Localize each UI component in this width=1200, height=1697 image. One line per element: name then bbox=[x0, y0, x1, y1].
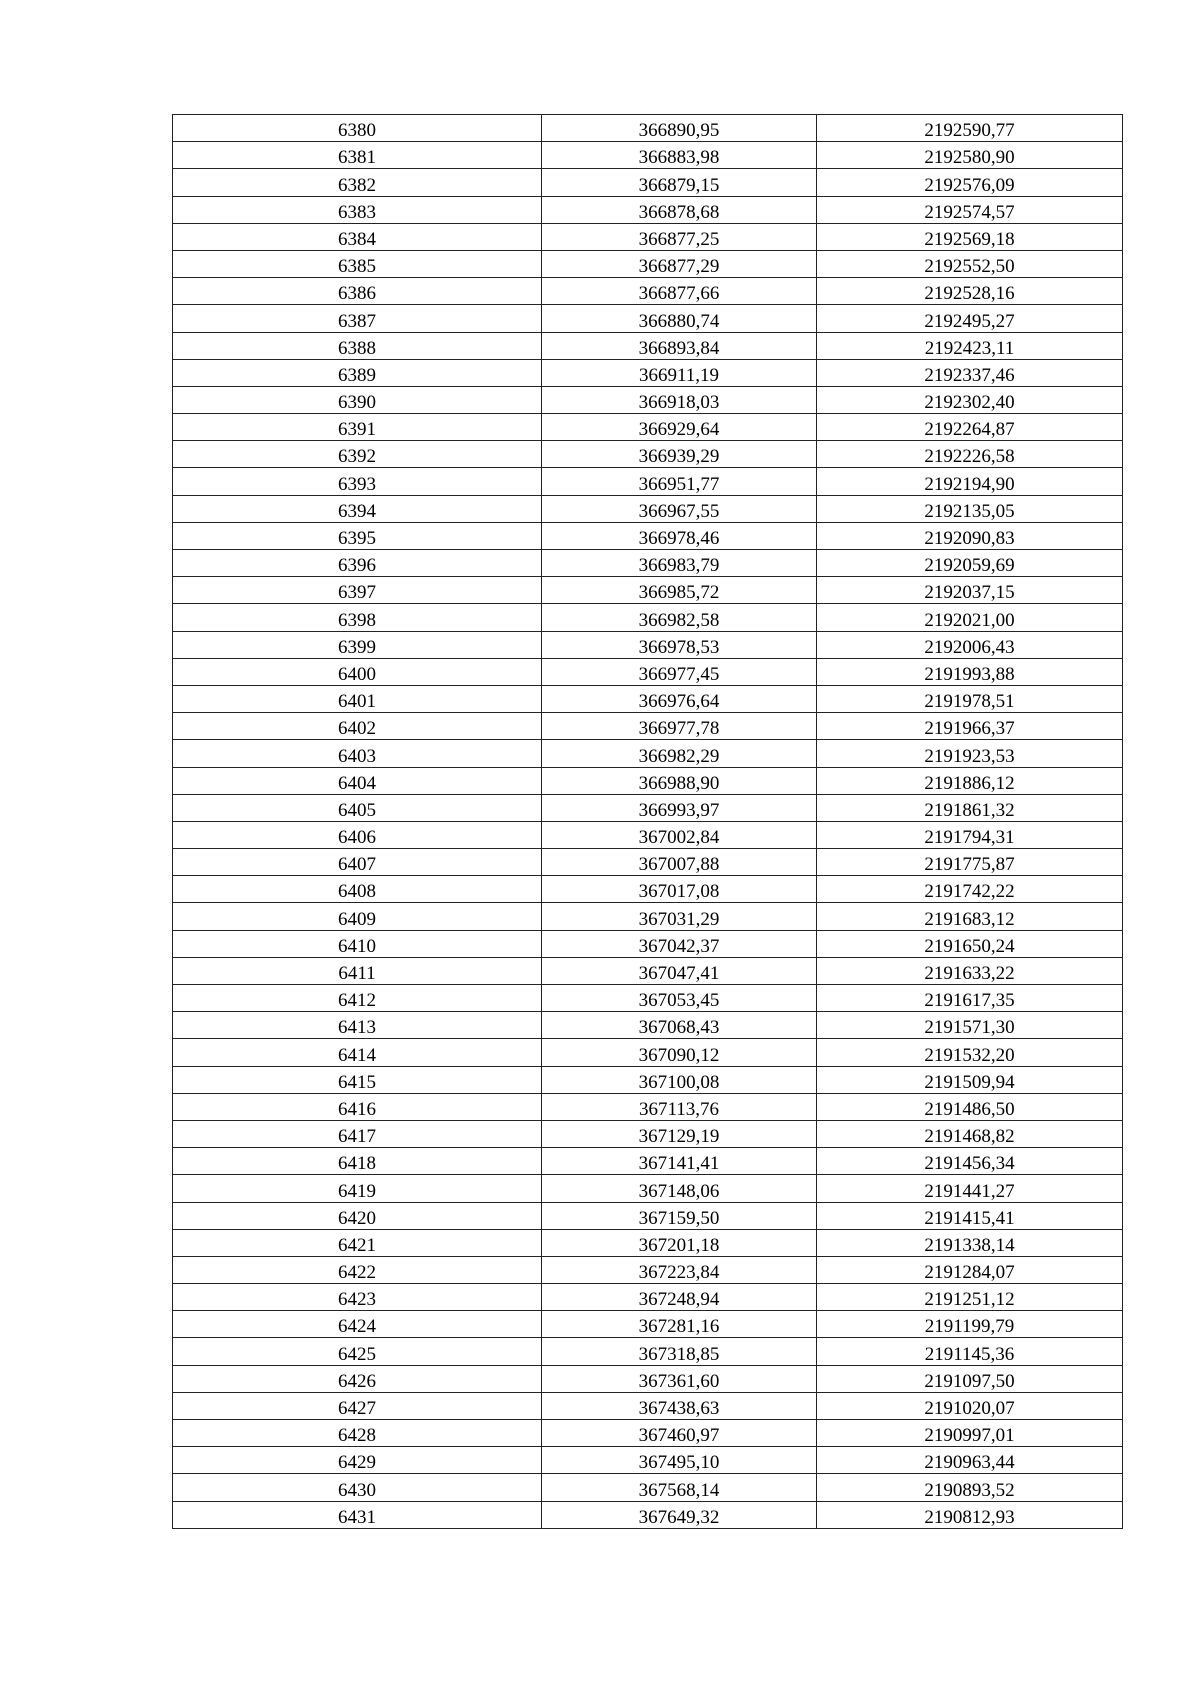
table-row bbox=[173, 876, 1123, 903]
y-coordinate-cell: 2191097,50 bbox=[817, 1365, 1123, 1392]
y-coordinate-cell: 2191861,32 bbox=[817, 794, 1123, 821]
x-coordinate-cell: 366883,98 bbox=[542, 142, 817, 169]
x-coordinate-cell: 366982,58 bbox=[542, 604, 817, 631]
point-number-cell: 6400 bbox=[173, 658, 542, 685]
point-number-cell: 6381 bbox=[173, 142, 542, 169]
table-row bbox=[173, 1420, 1123, 1447]
x-coordinate-cell: 367141,41 bbox=[542, 1148, 817, 1175]
point-number-cell: 6416 bbox=[173, 1093, 542, 1120]
table-row bbox=[173, 1148, 1123, 1175]
x-coordinate-cell: 367460,97 bbox=[542, 1420, 817, 1447]
y-coordinate-cell: 2190812,93 bbox=[817, 1501, 1123, 1528]
x-coordinate-cell: 367017,08 bbox=[542, 876, 817, 903]
y-coordinate-cell: 2191923,53 bbox=[817, 740, 1123, 767]
point-number-cell: 6388 bbox=[173, 332, 542, 359]
point-number-cell: 6383 bbox=[173, 196, 542, 223]
point-number-cell: 6385 bbox=[173, 250, 542, 277]
y-coordinate-cell: 2192194,90 bbox=[817, 468, 1123, 495]
y-coordinate-cell: 2192090,83 bbox=[817, 522, 1123, 549]
x-coordinate-cell: 367281,16 bbox=[542, 1311, 817, 1338]
table-row bbox=[173, 359, 1123, 386]
y-coordinate-cell: 2191617,35 bbox=[817, 985, 1123, 1012]
table-row bbox=[173, 1175, 1123, 1202]
point-number-cell: 6409 bbox=[173, 903, 542, 930]
point-number-cell: 6389 bbox=[173, 359, 542, 386]
table-row bbox=[173, 250, 1123, 277]
coordinates-table-body bbox=[173, 115, 1123, 1529]
x-coordinate-cell: 366982,29 bbox=[542, 740, 817, 767]
table-row bbox=[173, 386, 1123, 413]
y-coordinate-cell: 2191966,37 bbox=[817, 713, 1123, 740]
x-coordinate-cell: 366993,97 bbox=[542, 794, 817, 821]
x-coordinate-cell: 367047,41 bbox=[542, 957, 817, 984]
y-coordinate-cell: 2190997,01 bbox=[817, 1420, 1123, 1447]
x-coordinate-cell: 366978,53 bbox=[542, 631, 817, 658]
table-row bbox=[173, 685, 1123, 712]
point-number-cell: 6384 bbox=[173, 223, 542, 250]
y-coordinate-cell: 2190893,52 bbox=[817, 1474, 1123, 1501]
point-number-cell: 6417 bbox=[173, 1120, 542, 1147]
table-row bbox=[173, 767, 1123, 794]
coordinates-table bbox=[172, 114, 1123, 1529]
y-coordinate-cell: 2191509,94 bbox=[817, 1066, 1123, 1093]
y-coordinate-cell: 2192423,11 bbox=[817, 332, 1123, 359]
x-coordinate-cell: 367148,06 bbox=[542, 1175, 817, 1202]
point-number-cell: 6411 bbox=[173, 957, 542, 984]
x-coordinate-cell: 366911,19 bbox=[542, 359, 817, 386]
point-number-cell: 6382 bbox=[173, 169, 542, 196]
point-number-cell: 6401 bbox=[173, 685, 542, 712]
point-number-cell: 6393 bbox=[173, 468, 542, 495]
y-coordinate-cell: 2191633,22 bbox=[817, 957, 1123, 984]
table-row bbox=[173, 604, 1123, 631]
table-row bbox=[173, 740, 1123, 767]
table-row bbox=[173, 985, 1123, 1012]
table-row bbox=[173, 1229, 1123, 1256]
point-number-cell: 6424 bbox=[173, 1311, 542, 1338]
table-row bbox=[173, 1039, 1123, 1066]
table-row bbox=[173, 1338, 1123, 1365]
x-coordinate-cell: 367113,76 bbox=[542, 1093, 817, 1120]
point-number-cell: 6431 bbox=[173, 1501, 542, 1528]
table-row bbox=[173, 1202, 1123, 1229]
y-coordinate-cell: 2191284,07 bbox=[817, 1256, 1123, 1283]
table-row bbox=[173, 631, 1123, 658]
table-row bbox=[173, 468, 1123, 495]
point-number-cell: 6408 bbox=[173, 876, 542, 903]
y-coordinate-cell: 2192576,09 bbox=[817, 169, 1123, 196]
x-coordinate-cell: 366977,45 bbox=[542, 658, 817, 685]
point-number-cell: 6429 bbox=[173, 1447, 542, 1474]
x-coordinate-cell: 366983,79 bbox=[542, 550, 817, 577]
point-number-cell: 6423 bbox=[173, 1284, 542, 1311]
x-coordinate-cell: 366877,25 bbox=[542, 223, 817, 250]
table-row bbox=[173, 278, 1123, 305]
point-number-cell: 6392 bbox=[173, 441, 542, 468]
y-coordinate-cell: 2191486,50 bbox=[817, 1093, 1123, 1120]
point-number-cell: 6410 bbox=[173, 930, 542, 957]
x-coordinate-cell: 367068,43 bbox=[542, 1012, 817, 1039]
x-coordinate-cell: 366877,29 bbox=[542, 250, 817, 277]
table-row bbox=[173, 957, 1123, 984]
x-coordinate-cell: 367361,60 bbox=[542, 1365, 817, 1392]
x-coordinate-cell: 367090,12 bbox=[542, 1039, 817, 1066]
table-row bbox=[173, 441, 1123, 468]
table-row bbox=[173, 522, 1123, 549]
y-coordinate-cell: 2191251,12 bbox=[817, 1284, 1123, 1311]
y-coordinate-cell: 2192226,58 bbox=[817, 441, 1123, 468]
table-row bbox=[173, 495, 1123, 522]
y-coordinate-cell: 2191145,36 bbox=[817, 1338, 1123, 1365]
y-coordinate-cell: 2192059,69 bbox=[817, 550, 1123, 577]
y-coordinate-cell: 2191468,82 bbox=[817, 1120, 1123, 1147]
point-number-cell: 6399 bbox=[173, 631, 542, 658]
table-row bbox=[173, 1284, 1123, 1311]
point-number-cell: 6402 bbox=[173, 713, 542, 740]
y-coordinate-cell: 2191338,14 bbox=[817, 1229, 1123, 1256]
point-number-cell: 6414 bbox=[173, 1039, 542, 1066]
point-number-cell: 6428 bbox=[173, 1420, 542, 1447]
table-row bbox=[173, 658, 1123, 685]
x-coordinate-cell: 367223,84 bbox=[542, 1256, 817, 1283]
x-coordinate-cell: 366929,64 bbox=[542, 414, 817, 441]
y-coordinate-cell: 2190963,44 bbox=[817, 1447, 1123, 1474]
point-number-cell: 6387 bbox=[173, 305, 542, 332]
x-coordinate-cell: 367042,37 bbox=[542, 930, 817, 957]
table-row bbox=[173, 196, 1123, 223]
table-row bbox=[173, 169, 1123, 196]
x-coordinate-cell: 367438,63 bbox=[542, 1392, 817, 1419]
point-number-cell: 6395 bbox=[173, 522, 542, 549]
x-coordinate-cell: 367002,84 bbox=[542, 821, 817, 848]
x-coordinate-cell: 367201,18 bbox=[542, 1229, 817, 1256]
y-coordinate-cell: 2191456,34 bbox=[817, 1148, 1123, 1175]
point-number-cell: 6390 bbox=[173, 386, 542, 413]
x-coordinate-cell: 367248,94 bbox=[542, 1284, 817, 1311]
table-row bbox=[173, 332, 1123, 359]
y-coordinate-cell: 2191978,51 bbox=[817, 685, 1123, 712]
x-coordinate-cell: 366967,55 bbox=[542, 495, 817, 522]
x-coordinate-cell: 366890,95 bbox=[542, 115, 817, 142]
table-row bbox=[173, 1365, 1123, 1392]
point-number-cell: 6418 bbox=[173, 1148, 542, 1175]
point-number-cell: 6419 bbox=[173, 1175, 542, 1202]
y-coordinate-cell: 2192037,15 bbox=[817, 577, 1123, 604]
point-number-cell: 6391 bbox=[173, 414, 542, 441]
point-number-cell: 6398 bbox=[173, 604, 542, 631]
table-row bbox=[173, 1501, 1123, 1528]
point-number-cell: 6386 bbox=[173, 278, 542, 305]
x-coordinate-cell: 367318,85 bbox=[542, 1338, 817, 1365]
point-number-cell: 6396 bbox=[173, 550, 542, 577]
x-coordinate-cell: 366988,90 bbox=[542, 767, 817, 794]
x-coordinate-cell: 366878,68 bbox=[542, 196, 817, 223]
table-row bbox=[173, 930, 1123, 957]
y-coordinate-cell: 2192569,18 bbox=[817, 223, 1123, 250]
table-row bbox=[173, 550, 1123, 577]
point-number-cell: 6420 bbox=[173, 1202, 542, 1229]
point-number-cell: 6407 bbox=[173, 849, 542, 876]
point-number-cell: 6406 bbox=[173, 821, 542, 848]
x-coordinate-cell: 366893,84 bbox=[542, 332, 817, 359]
y-coordinate-cell: 2192495,27 bbox=[817, 305, 1123, 332]
x-coordinate-cell: 366879,15 bbox=[542, 169, 817, 196]
table-row bbox=[173, 794, 1123, 821]
y-coordinate-cell: 2192302,40 bbox=[817, 386, 1123, 413]
x-coordinate-cell: 366976,64 bbox=[542, 685, 817, 712]
table-row bbox=[173, 1392, 1123, 1419]
y-coordinate-cell: 2191886,12 bbox=[817, 767, 1123, 794]
table-row bbox=[173, 1066, 1123, 1093]
x-coordinate-cell: 367053,45 bbox=[542, 985, 817, 1012]
x-coordinate-cell: 366951,77 bbox=[542, 468, 817, 495]
table-row bbox=[173, 115, 1123, 142]
table-row bbox=[173, 821, 1123, 848]
table-row bbox=[173, 1012, 1123, 1039]
x-coordinate-cell: 366977,78 bbox=[542, 713, 817, 740]
x-coordinate-cell: 366939,29 bbox=[542, 441, 817, 468]
y-coordinate-cell: 2191993,88 bbox=[817, 658, 1123, 685]
y-coordinate-cell: 2191415,41 bbox=[817, 1202, 1123, 1229]
table-row bbox=[173, 305, 1123, 332]
table-row bbox=[173, 1447, 1123, 1474]
y-coordinate-cell: 2192590,77 bbox=[817, 115, 1123, 142]
point-number-cell: 6397 bbox=[173, 577, 542, 604]
table-row bbox=[173, 1093, 1123, 1120]
x-coordinate-cell: 367649,32 bbox=[542, 1501, 817, 1528]
x-coordinate-cell: 366918,03 bbox=[542, 386, 817, 413]
table-row bbox=[173, 414, 1123, 441]
y-coordinate-cell: 2192528,16 bbox=[817, 278, 1123, 305]
point-number-cell: 6422 bbox=[173, 1256, 542, 1283]
point-number-cell: 6425 bbox=[173, 1338, 542, 1365]
y-coordinate-cell: 2191794,31 bbox=[817, 821, 1123, 848]
y-coordinate-cell: 2191020,07 bbox=[817, 1392, 1123, 1419]
point-number-cell: 6404 bbox=[173, 767, 542, 794]
table-row bbox=[173, 1311, 1123, 1338]
x-coordinate-cell: 367495,10 bbox=[542, 1447, 817, 1474]
x-coordinate-cell: 367031,29 bbox=[542, 903, 817, 930]
x-coordinate-cell: 367129,19 bbox=[542, 1120, 817, 1147]
y-coordinate-cell: 2192337,46 bbox=[817, 359, 1123, 386]
y-coordinate-cell: 2192264,87 bbox=[817, 414, 1123, 441]
y-coordinate-cell: 2191775,87 bbox=[817, 849, 1123, 876]
table-row bbox=[173, 142, 1123, 169]
y-coordinate-cell: 2191199,79 bbox=[817, 1311, 1123, 1338]
table-row bbox=[173, 1474, 1123, 1501]
y-coordinate-cell: 2192580,90 bbox=[817, 142, 1123, 169]
x-coordinate-cell: 366985,72 bbox=[542, 577, 817, 604]
point-number-cell: 6412 bbox=[173, 985, 542, 1012]
table-row bbox=[173, 1120, 1123, 1147]
y-coordinate-cell: 2191742,22 bbox=[817, 876, 1123, 903]
y-coordinate-cell: 2191571,30 bbox=[817, 1012, 1123, 1039]
table-row bbox=[173, 713, 1123, 740]
point-number-cell: 6415 bbox=[173, 1066, 542, 1093]
y-coordinate-cell: 2192552,50 bbox=[817, 250, 1123, 277]
point-number-cell: 6394 bbox=[173, 495, 542, 522]
x-coordinate-cell: 367568,14 bbox=[542, 1474, 817, 1501]
point-number-cell: 6413 bbox=[173, 1012, 542, 1039]
y-coordinate-cell: 2191532,20 bbox=[817, 1039, 1123, 1066]
point-number-cell: 6430 bbox=[173, 1474, 542, 1501]
x-coordinate-cell: 366978,46 bbox=[542, 522, 817, 549]
y-coordinate-cell: 2191683,12 bbox=[817, 903, 1123, 930]
y-coordinate-cell: 2192021,00 bbox=[817, 604, 1123, 631]
point-number-cell: 6380 bbox=[173, 115, 542, 142]
x-coordinate-cell: 366877,66 bbox=[542, 278, 817, 305]
point-number-cell: 6405 bbox=[173, 794, 542, 821]
x-coordinate-cell: 366880,74 bbox=[542, 305, 817, 332]
table-row bbox=[173, 849, 1123, 876]
x-coordinate-cell: 367007,88 bbox=[542, 849, 817, 876]
point-number-cell: 6403 bbox=[173, 740, 542, 767]
y-coordinate-cell: 2192574,57 bbox=[817, 196, 1123, 223]
point-number-cell: 6427 bbox=[173, 1392, 542, 1419]
table-row bbox=[173, 577, 1123, 604]
point-number-cell: 6426 bbox=[173, 1365, 542, 1392]
table-row bbox=[173, 223, 1123, 250]
y-coordinate-cell: 2191441,27 bbox=[817, 1175, 1123, 1202]
table-row bbox=[173, 903, 1123, 930]
x-coordinate-cell: 367100,08 bbox=[542, 1066, 817, 1093]
y-coordinate-cell: 2191650,24 bbox=[817, 930, 1123, 957]
table-row bbox=[173, 1256, 1123, 1283]
point-number-cell: 6421 bbox=[173, 1229, 542, 1256]
y-coordinate-cell: 2192135,05 bbox=[817, 495, 1123, 522]
y-coordinate-cell: 2192006,43 bbox=[817, 631, 1123, 658]
x-coordinate-cell: 367159,50 bbox=[542, 1202, 817, 1229]
